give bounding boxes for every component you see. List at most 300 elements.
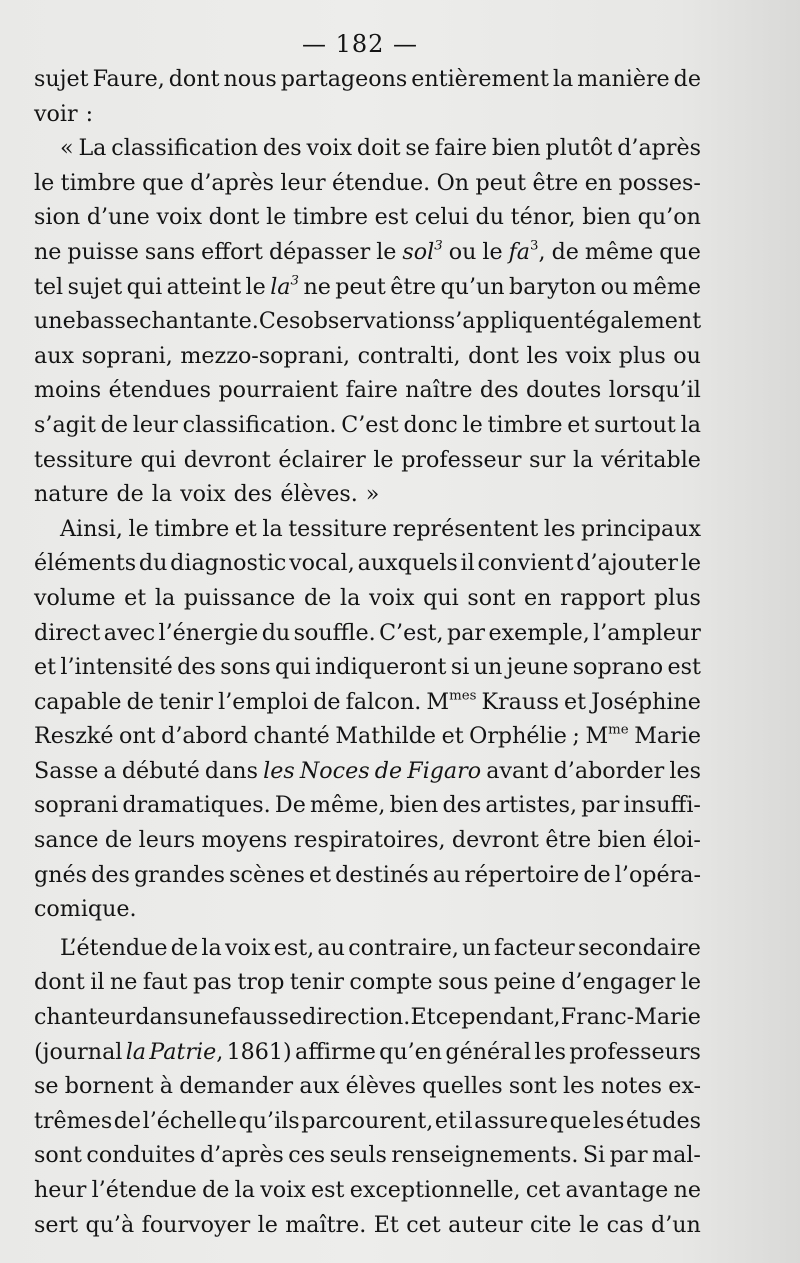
word: La — [78, 135, 107, 162]
word: une — [34, 308, 76, 335]
word: et — [441, 723, 464, 750]
word: cite — [529, 1211, 572, 1238]
word: voix — [260, 1177, 306, 1203]
word: jeune — [506, 654, 569, 681]
word: assure — [474, 1107, 549, 1134]
word: demander — [179, 1073, 294, 1100]
word: au — [317, 934, 345, 961]
word: puisse — [67, 238, 139, 265]
word: le — [680, 550, 701, 577]
word: effort — [201, 238, 263, 265]
word: qu’ils — [238, 1107, 300, 1134]
word: dont — [168, 66, 220, 92]
word: d’engager — [561, 969, 676, 996]
word: Sasse — [34, 757, 99, 784]
word: la — [573, 446, 594, 473]
word: qu’à — [85, 1211, 135, 1238]
word: respiratoires, — [293, 827, 446, 854]
word: » — [365, 481, 380, 508]
word: également — [582, 308, 702, 335]
word: sujet — [67, 273, 123, 300]
word: qu’on — [637, 204, 701, 231]
text-line — [34, 1208, 701, 1243]
word: le — [245, 273, 266, 300]
word: faire — [434, 135, 488, 162]
word: la — [151, 481, 173, 508]
word: qu’un — [440, 273, 505, 300]
word: auteur — [448, 1211, 523, 1238]
word: le — [376, 238, 397, 265]
word: si — [450, 654, 470, 681]
word: des — [262, 135, 302, 162]
word: avantage — [565, 1177, 669, 1203]
word: voix — [306, 135, 353, 162]
body-text — [34, 62, 701, 1242]
word: ou — [673, 342, 701, 369]
word: pourraient — [218, 377, 339, 404]
word: être — [532, 169, 579, 196]
word: atteint — [166, 273, 242, 300]
word: la — [125, 1038, 147, 1065]
word: vocal, — [289, 550, 355, 577]
word: de — [313, 688, 341, 715]
word: de — [104, 827, 133, 854]
text-line — [34, 408, 701, 443]
word: classification — [111, 135, 259, 162]
word: Noces — [299, 757, 370, 784]
word: la — [234, 1177, 255, 1203]
word: ténor, — [510, 204, 576, 231]
word: basse — [75, 308, 140, 335]
word: le — [128, 515, 149, 542]
word: est — [667, 654, 701, 681]
word: aux — [34, 342, 75, 369]
word: pas — [193, 969, 232, 996]
word: peine — [493, 969, 556, 996]
word: Si — [582, 1142, 606, 1169]
word: le — [578, 1211, 600, 1238]
word: Orphélie — [469, 723, 567, 750]
word: parcourent, — [301, 1107, 434, 1134]
word: doutes — [526, 377, 602, 404]
word: l’étendue — [91, 1177, 197, 1203]
word: l’opéra- — [614, 861, 701, 888]
word: tenir — [158, 688, 214, 715]
word: de — [583, 861, 611, 888]
word: devront — [451, 827, 539, 854]
word: ex- — [668, 1073, 701, 1100]
word: sont — [467, 584, 516, 611]
page-number: — 182 — — [301, 30, 419, 58]
word: tessiture — [288, 515, 388, 542]
word: ne — [303, 273, 331, 300]
text-line — [34, 858, 701, 893]
word: général — [445, 1038, 532, 1065]
word: gnés — [34, 861, 88, 888]
word: la — [201, 934, 222, 961]
word: Krauss — [481, 688, 559, 715]
word: baryton — [509, 273, 597, 300]
text-line — [34, 965, 701, 1000]
word: indiqueront — [315, 654, 447, 681]
word: de — [374, 757, 403, 784]
word: seuls — [329, 1142, 387, 1169]
word: élèves. — [280, 481, 358, 508]
word: bien — [597, 827, 647, 854]
word: étendue. — [331, 169, 431, 196]
word: sous — [437, 969, 489, 996]
word: l’intensité — [60, 654, 173, 681]
word: être — [390, 273, 437, 300]
word: répertoire — [464, 861, 580, 888]
word: chanteur — [34, 1004, 136, 1031]
word: d’après — [190, 169, 274, 196]
word: sert — [34, 1211, 79, 1238]
word: posses- — [618, 169, 701, 196]
word: trop — [237, 969, 285, 996]
word: lorsqu’il — [608, 377, 701, 404]
word: plutôt — [545, 135, 613, 162]
word: bien — [389, 792, 439, 819]
word: les — [263, 757, 295, 784]
text-line — [34, 823, 701, 858]
word: la — [680, 411, 701, 438]
word: de — [100, 411, 128, 438]
word: nature — [34, 481, 109, 508]
word: débuté — [121, 757, 200, 784]
word: un — [473, 654, 503, 681]
word: moins — [34, 377, 102, 404]
word: quelles — [422, 1073, 503, 1100]
word: timbre — [60, 169, 136, 196]
word: l’énergie — [158, 619, 259, 646]
word: le — [482, 238, 503, 265]
word: dramatiques. — [122, 792, 271, 819]
word: d’ajouter — [576, 550, 678, 577]
word: de — [202, 1177, 230, 1203]
word: puissance — [183, 584, 296, 611]
word: contralti, — [357, 342, 461, 369]
text-line — [34, 304, 701, 339]
word: du — [138, 550, 168, 577]
word: les — [534, 1038, 566, 1065]
word: sont — [508, 1073, 557, 1100]
word: du — [261, 619, 291, 646]
word: Franc-Marie — [560, 1004, 701, 1031]
word: timbre — [293, 204, 368, 231]
text-line — [34, 443, 701, 478]
word: dont — [34, 969, 85, 996]
word: observations — [300, 308, 444, 335]
word: une — [188, 1004, 231, 1031]
word: de — [551, 238, 579, 265]
word: Ainsi, — [60, 515, 123, 542]
word: : — [85, 100, 94, 127]
word: dépasser — [268, 238, 371, 265]
word: sur — [529, 446, 566, 473]
word: d’après — [199, 1142, 284, 1169]
word: il — [458, 1107, 473, 1134]
word: tenir — [289, 969, 344, 996]
word: rapport — [560, 584, 646, 611]
word: Mathilde — [335, 723, 437, 750]
word: sion — [34, 204, 81, 231]
word: l’emploi — [218, 688, 309, 715]
word: nous — [223, 66, 277, 92]
word: de — [113, 1107, 142, 1134]
word: trêmes — [34, 1107, 113, 1134]
text-line — [34, 1035, 701, 1070]
word: grandes — [133, 861, 226, 888]
word: même, — [310, 792, 386, 819]
text-line — [34, 931, 701, 966]
word: et — [434, 1107, 457, 1134]
word: sol$^3$ — [402, 238, 443, 265]
text-line — [34, 131, 701, 166]
word: d’une — [86, 204, 150, 231]
word: « — [60, 135, 74, 162]
word: On — [436, 169, 470, 196]
word: il — [460, 550, 475, 577]
word: ne — [673, 1177, 701, 1203]
word: a — [103, 757, 117, 784]
word: soprani, — [81, 342, 173, 369]
word: se — [34, 1073, 59, 1100]
word: souffle. — [293, 619, 376, 646]
word: Joséphine — [591, 688, 701, 715]
word: principaux — [581, 515, 701, 542]
word: ces — [288, 1142, 326, 1169]
word: timbre — [487, 411, 563, 438]
word: fausse — [230, 1004, 303, 1031]
text-line — [34, 1000, 701, 1035]
word: L’étendue — [60, 934, 168, 961]
word: tessiture — [34, 446, 133, 473]
word: la — [552, 66, 574, 92]
word: professeurs — [569, 1038, 701, 1065]
word: ne — [109, 969, 138, 996]
word: les — [669, 757, 701, 784]
word: cet — [406, 1211, 441, 1238]
word: les — [563, 1073, 595, 1100]
word: qui — [423, 584, 459, 611]
word: et — [234, 515, 257, 542]
word: il — [90, 969, 105, 996]
word: s’appliquent — [443, 308, 583, 335]
word: leurs — [138, 827, 196, 854]
word: des — [442, 792, 482, 819]
word: volume — [34, 584, 116, 611]
word: faut — [142, 969, 188, 996]
word: en — [524, 584, 552, 611]
word: l’ampleur — [593, 619, 701, 646]
word: même — [584, 238, 654, 265]
word: mezzo-soprani, — [180, 342, 351, 369]
text-line — [34, 200, 701, 235]
word: compte — [349, 969, 433, 996]
word: convient — [477, 550, 574, 577]
word: $la^3$ — [270, 273, 300, 300]
word: et — [34, 654, 57, 681]
word: capable — [34, 688, 122, 715]
word: Et — [410, 1004, 436, 1031]
text-line — [34, 581, 701, 616]
word: partageons — [280, 66, 408, 92]
word: les — [592, 1107, 625, 1134]
word: que — [142, 169, 184, 196]
word: ; — [572, 723, 580, 750]
word: éléments — [34, 550, 137, 577]
word: dont — [208, 204, 260, 231]
word: des — [91, 861, 130, 888]
word: de — [116, 481, 144, 508]
word: Ces — [258, 308, 301, 335]
word: dans — [204, 757, 258, 784]
word: avec — [103, 619, 156, 646]
word: direct — [34, 619, 101, 646]
word: et — [567, 411, 590, 438]
word: qu’en — [379, 1038, 443, 1065]
word: exceptionnelle, — [349, 1177, 521, 1203]
word: manière — [577, 66, 670, 92]
word: Faure, — [92, 66, 165, 92]
word: $M^{mes}$ — [426, 688, 477, 715]
word: que — [549, 1107, 592, 1134]
word: chanté — [253, 723, 330, 750]
word: doit — [356, 135, 401, 162]
word: à — [159, 1073, 174, 1100]
word: par — [609, 1142, 648, 1169]
word: élèves — [345, 1073, 417, 1100]
word: renseignements. — [391, 1142, 579, 1169]
word: est, — [273, 934, 315, 961]
word: auxquels — [357, 550, 458, 577]
word: mal- — [652, 1142, 701, 1169]
word: voix — [565, 342, 612, 369]
word: le — [34, 169, 55, 196]
word: naître — [405, 377, 473, 404]
word: ont — [119, 723, 156, 750]
word: la — [262, 515, 283, 542]
word: l’échelle — [142, 1107, 238, 1134]
word: et — [564, 688, 587, 715]
word: s’agit — [34, 411, 96, 438]
word: scènes — [229, 861, 305, 888]
word: peut — [475, 169, 527, 196]
word: voix — [180, 481, 226, 508]
word: se — [405, 135, 430, 162]
word: et — [124, 584, 147, 611]
word: Marie — [634, 723, 701, 750]
word: secondaire — [578, 934, 701, 961]
word: avant — [486, 757, 549, 784]
word: de — [673, 66, 701, 92]
word: C’est — [341, 411, 399, 438]
word: celui — [414, 204, 469, 231]
word: $M^{me}$ — [585, 722, 629, 750]
word: voix — [156, 204, 202, 231]
word: la — [339, 584, 361, 611]
text-line — [34, 339, 701, 374]
word: Patrie, — [149, 1038, 224, 1065]
text-line — [34, 166, 701, 201]
word: exemple, — [488, 619, 590, 646]
text-line — [34, 512, 701, 547]
word: qui — [140, 446, 177, 473]
word: d’un — [651, 1211, 701, 1238]
word: leur — [132, 411, 178, 438]
word: donc — [403, 411, 458, 438]
word: de — [170, 934, 199, 961]
word: de — [126, 688, 154, 715]
word: véritable — [601, 446, 701, 473]
word: classification. — [182, 411, 337, 438]
text-line — [34, 477, 701, 512]
word: 1861) — [226, 1038, 292, 1065]
word: voix — [368, 584, 415, 611]
word: surtout — [594, 411, 676, 438]
word: bien — [582, 204, 631, 231]
word: fourvoyer — [141, 1211, 251, 1238]
word: cas — [606, 1211, 644, 1238]
word: diagnostic — [170, 550, 287, 577]
word: les — [543, 515, 576, 542]
word: conduites — [86, 1142, 196, 1169]
word: Et — [373, 1211, 399, 1238]
text-line — [34, 685, 701, 720]
word: d’abord — [161, 723, 248, 750]
word: dont — [468, 342, 519, 369]
word: peut — [335, 273, 386, 300]
word: timbre — [154, 515, 230, 542]
word: professeur — [401, 446, 522, 473]
word: (journal — [34, 1038, 123, 1065]
text-line — [34, 754, 701, 789]
word: aux — [299, 1073, 340, 1100]
text-line — [34, 1173, 701, 1208]
word: et — [308, 861, 332, 888]
text-line — [34, 270, 701, 305]
word: ne — [34, 238, 62, 265]
word: bornent — [64, 1073, 154, 1100]
text-line — [34, 1104, 701, 1139]
text-line — [34, 373, 701, 408]
word: la — [154, 584, 176, 611]
word: contraire, — [348, 934, 459, 961]
word: heur — [34, 1177, 87, 1203]
word: des — [177, 654, 216, 681]
word: faire — [345, 377, 398, 404]
word: voix — [224, 934, 271, 961]
word: le — [373, 446, 394, 473]
word: sance — [34, 827, 99, 854]
word: soprani — [34, 792, 119, 819]
word: le — [266, 204, 287, 231]
word: Reszké — [34, 723, 114, 750]
word: bien — [491, 135, 541, 162]
word: qui — [275, 654, 311, 681]
word: C’est, — [379, 619, 444, 646]
word: les — [526, 342, 559, 369]
word: des — [233, 481, 273, 508]
word: que — [659, 238, 701, 265]
text-line — [34, 1138, 701, 1173]
word: chantante. — [139, 308, 259, 335]
word: sont — [34, 1142, 82, 1169]
text-line — [34, 892, 701, 927]
word: d’après — [617, 135, 701, 162]
word: soprano — [572, 654, 664, 681]
